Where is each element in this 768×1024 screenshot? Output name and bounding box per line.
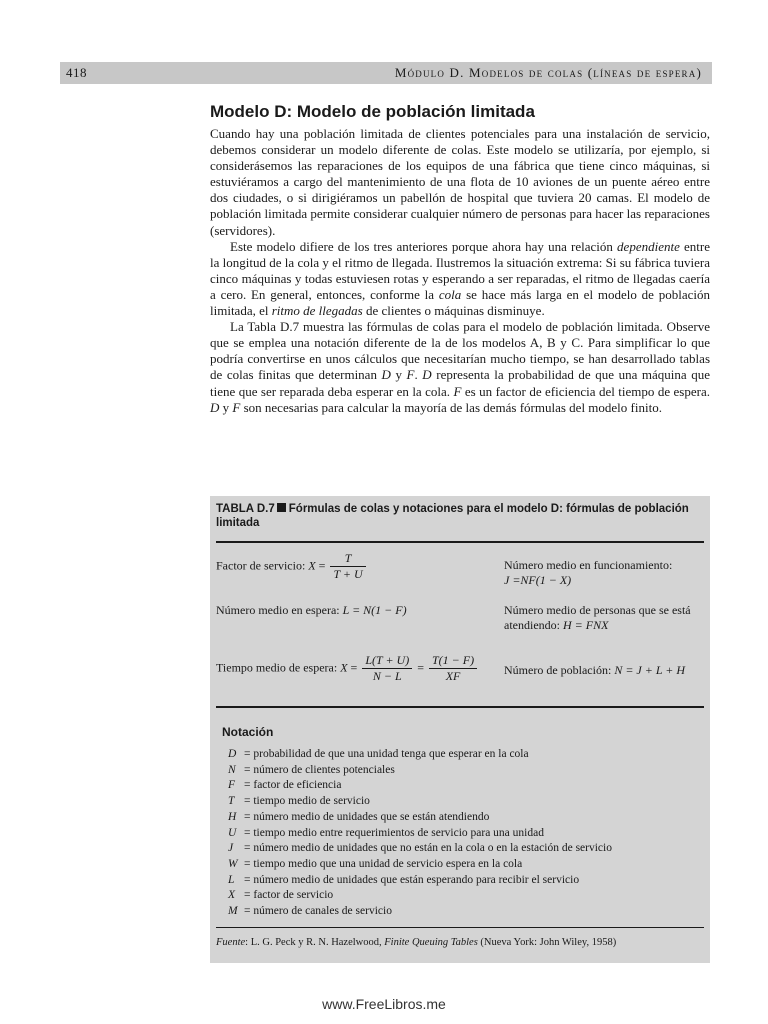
- notation-title: Notación: [222, 725, 274, 739]
- notation-row: [228, 763, 395, 779]
- notation-definition: = tiempo medio entre requerimientos de servicio para una unidad: [244, 826, 544, 839]
- notation-definition: = número de canales de servicio: [244, 905, 392, 917]
- notation-row: [228, 747, 529, 763]
- notation-row: [228, 888, 333, 904]
- population-formula: Número de población: N = J + L + H: [504, 663, 686, 677]
- notation-definition: = número medio de unidades que no están en la cola o en la estación de servicio: [244, 842, 612, 855]
- notation-definition: = probabilidad de que una unidad tenga que esperar en la cola: [244, 748, 529, 760]
- being-served-formula: Número medio de personas que se está atendiendo: H = FNX: [504, 603, 691, 632]
- square-bullet-icon: [277, 503, 286, 512]
- notation-symbol: W: [228, 857, 238, 870]
- paragraph-2: Este modelo difiere de los tres anteriores porque ahora hay una relación dependiente entre la longitud de la cola y el ritmo de llegada. Ilustremos la situación extrema: Si su fábrica tuviera cinco máquinas y todas estuviesen rotas y esperando a ser reparadas, el ritmo de llegadas caería a cero. En general, entonces, conforme la cola se hace más larga en el modelo de población limitada, el ritmo de llegadas de clientes o máquinas disminuye.: [210, 238, 710, 319]
- notation-symbol: L: [228, 873, 235, 886]
- divider: [216, 541, 704, 543]
- footer-watermark: www.FreeLibros.me: [322, 996, 446, 1012]
- notation-definition: = número medio de unidades que se están atendiendo: [244, 810, 490, 823]
- notation-row: [228, 857, 522, 873]
- running-header: [60, 62, 712, 84]
- wait-time-formula: Tiempo medio de espera: X = $\frac{L(T + U)}{N - L}$ = $\frac{T(1 - F)}{XF}$: [216, 653, 479, 684]
- notation-symbol: D: [228, 748, 237, 760]
- formula-table: [210, 496, 710, 963]
- notation-symbol: T: [228, 795, 235, 808]
- paragraph-3: La Tabla D.7 muestra las fórmulas de colas para el modelo de población limitada. Observe que se emplea una notación diferente de la de los modelos A, B y C. Para simplificar lo que podría convertirse en unos cálculos que necesitarían mucho tiempo, se han desarrollado tablas de colas finitas que determinan D y F. D representa la probabilidad de que una máquina que tiene que ser reparada deba esperar en la cola. F es un factor de eficiencia del tiempo de espera. D y F son necesarias para calcular la mayoría de las demás fórmulas del modelo finito.: [210, 319, 710, 415]
- notation-symbol: N: [228, 763, 236, 776]
- notation-row: [228, 778, 341, 794]
- service-factor-formula: Factor de servicio: X = $\frac{T}{T + U}$: [216, 551, 368, 582]
- page-number: 418: [66, 65, 87, 80]
- notation-row: [228, 904, 392, 920]
- notation-row: [228, 810, 489, 826]
- notation-symbol: U: [228, 826, 237, 839]
- notation-definition: = factor de eficiencia: [244, 779, 342, 792]
- notation-row: [228, 826, 544, 842]
- notation-definition: = tiempo medio que una unidad de servicio espera en la cola: [244, 857, 523, 870]
- notation-row: [228, 794, 370, 810]
- divider: [216, 927, 704, 928]
- divider: [216, 706, 704, 708]
- table-caption: TABLA D.7 Fórmulas de colas y notaciones para el modelo D: fórmulas de población limitada: [216, 503, 689, 529]
- running-formula: Número medio en funcionamiento: J =NF(1 − X): [504, 558, 673, 587]
- notation-symbol: H: [228, 810, 237, 823]
- waiting-formula: Número medio en espera: L = N(1 − F): [216, 603, 407, 617]
- notation-symbol: F: [228, 779, 236, 792]
- notation-row: [228, 873, 579, 889]
- notation-row: [228, 841, 612, 857]
- notation-definition: = número de clientes potenciales: [244, 763, 395, 776]
- notation-definition: = factor de servicio: [244, 889, 334, 902]
- notation-definition: = tiempo medio de servicio: [244, 795, 370, 808]
- table-source: Fuente: L. G. Peck y R. N. Hazelwood, Finite Queuing Tables (Nueva York: John Wiley, 1958): [216, 937, 617, 948]
- section-title: Modelo D: Modelo de población limitada: [210, 102, 535, 121]
- notation-symbol: J: [228, 842, 234, 855]
- notation-symbol: M: [228, 905, 238, 917]
- paragraph-1: Cuando hay una población limitada de clientes potenciales para una instalación de servicio, debemos considerar un modelo diferente de colas. Este modelo se utilizaría, por ejemplo, si considerásemos las reparaciones de los equipos de una fábrica que tiene cinco máquinas, si estuviéramos a cargo del mantenimiento de una flota de 10 aviones de un puente aéreo entre dos ciudades, o si dirigiéramos un pabellón de hospital que tuviera 20 camas. El modelo de población limitada permite considerar cualquier número de personas para hacer las reparaciones (servidores).: [210, 126, 710, 238]
- notation-definition: = número medio de unidades que están esperando para recibir el servicio: [244, 873, 580, 886]
- body-text: [210, 126, 710, 416]
- notation-symbol: X: [228, 889, 236, 902]
- running-title: Módulo D. Modelos de colas (líneas de espera): [394, 65, 702, 80]
